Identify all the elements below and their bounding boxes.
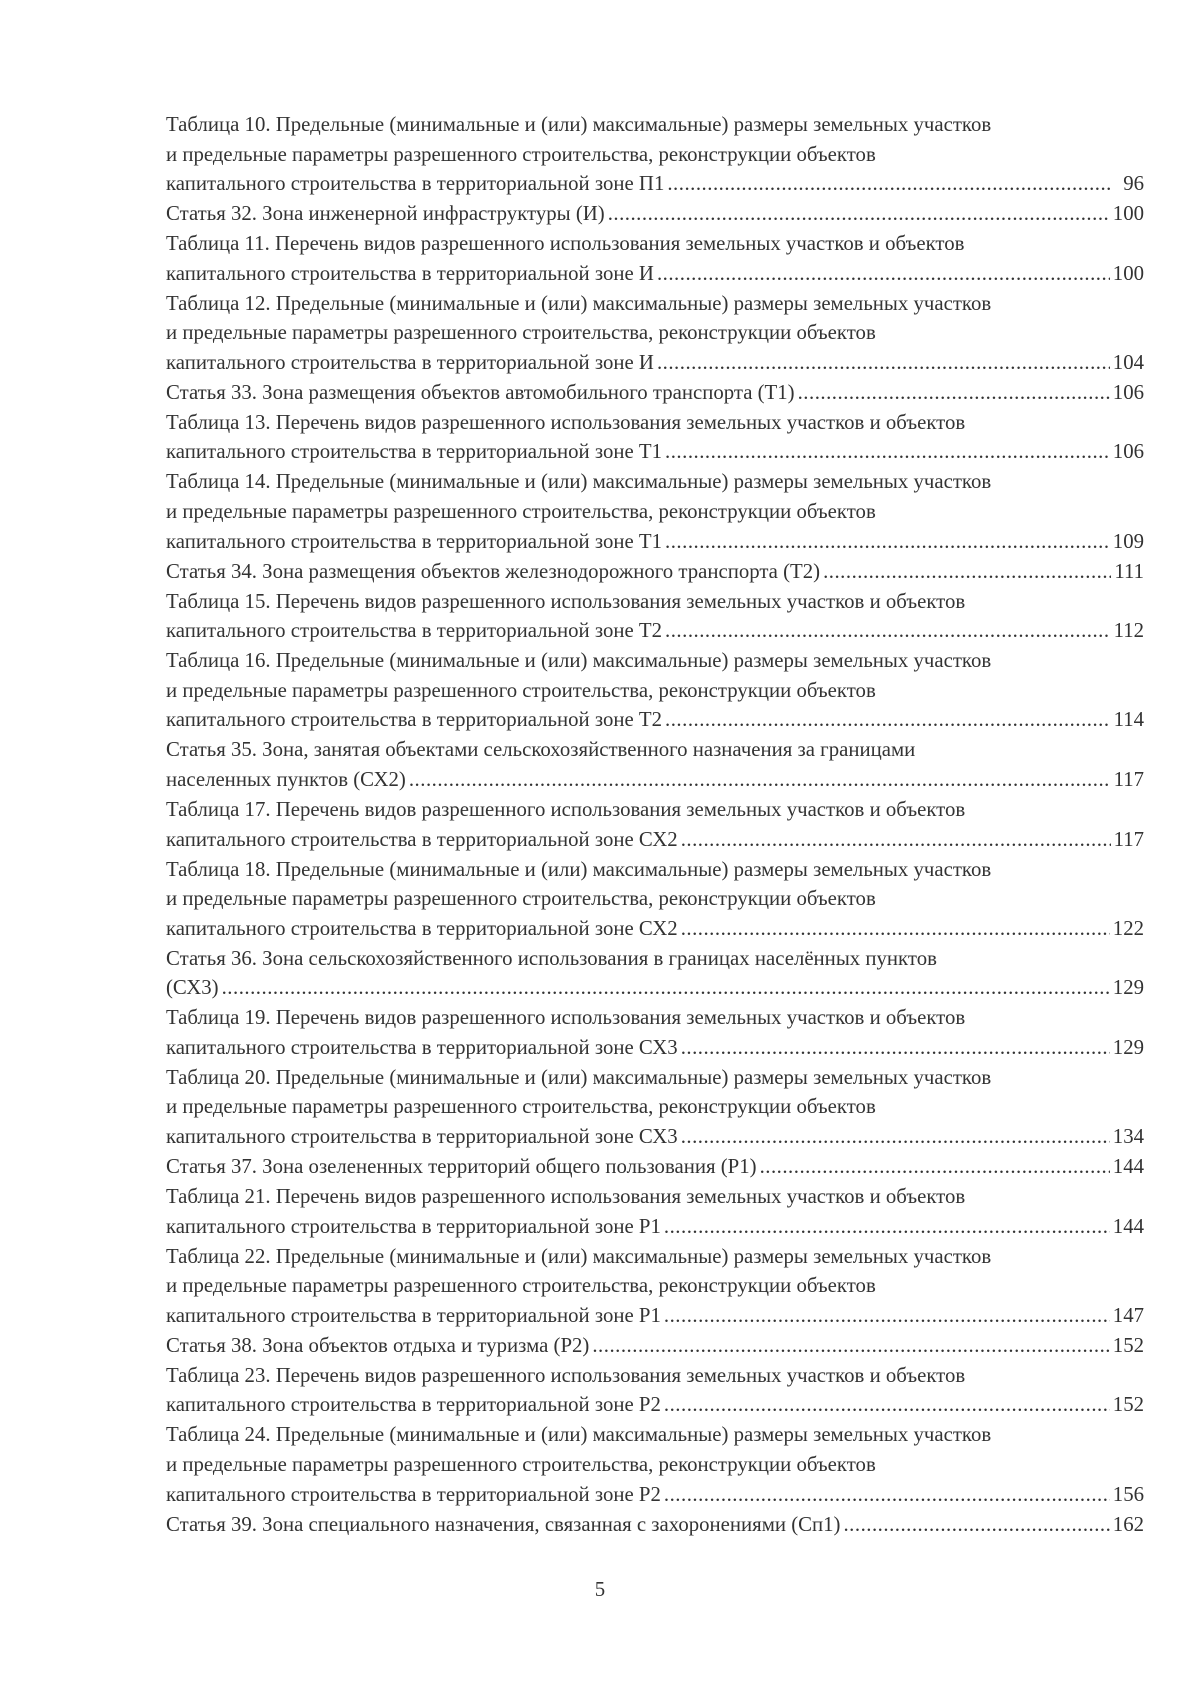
toc-entry-last-line bbox=[166, 1510, 1144, 1540]
toc-entry-line: Таблица 14. Предельные (минимальные и (или) максимальные) размеры земельных участков bbox=[166, 470, 992, 494]
toc-page-number: 162 bbox=[1112, 1512, 1144, 1536]
toc-entry-line: населенных пунктов (СХ2) bbox=[166, 767, 406, 791]
toc-entry-last-line bbox=[166, 765, 1144, 795]
toc-entry-line: (СХ3) bbox=[166, 976, 219, 1000]
dot-leader bbox=[664, 1212, 1110, 1242]
toc-entry-last-line bbox=[166, 378, 1144, 408]
toc-entry-last-line bbox=[166, 1480, 1144, 1510]
toc-entry-last-line bbox=[166, 914, 1144, 944]
toc-entry[interactable] bbox=[166, 229, 1144, 288]
dot-leader bbox=[664, 1390, 1110, 1420]
toc-entry-line: капитального строительства в территориальной зоне Т2 bbox=[166, 619, 663, 643]
toc-entry-last-line bbox=[166, 825, 1144, 855]
toc-entry-line: капитального строительства в территориальной зоне Т1 bbox=[166, 440, 663, 464]
toc-entry-line: капитального строительства в территориальной зоне Р1 bbox=[166, 1303, 661, 1327]
toc-entry-line: Таблица 21. Перечень видов разрешенного использования земельных участков и объектов bbox=[166, 1185, 966, 1209]
toc-entry-line: Таблица 20. Предельные (минимальные и (или) максимальные) размеры земельных участков bbox=[166, 1065, 992, 1089]
toc-entry[interactable] bbox=[166, 1510, 1144, 1540]
toc-entry[interactable] bbox=[166, 110, 1144, 199]
dot-leader bbox=[681, 914, 1110, 944]
toc-entry-line: и предельные параметры разрешенного строительства, реконструкции объектов bbox=[166, 1095, 876, 1119]
toc-entry-line: и предельные параметры разрешенного строительства, реконструкции объектов bbox=[166, 678, 876, 702]
dot-leader bbox=[681, 1033, 1110, 1063]
toc-entry-line: Таблица 12. Предельные (минимальные и (или) максимальные) размеры земельных участков bbox=[166, 291, 992, 315]
toc-entry-line: капитального строительства в территориальной зоне П1 bbox=[166, 172, 665, 196]
table-of-contents bbox=[166, 110, 1144, 1539]
toc-entry-last-line bbox=[166, 1033, 1144, 1063]
toc-entry-line: Таблица 22. Предельные (минимальные и (или) максимальные) размеры земельных участков bbox=[166, 1244, 992, 1268]
toc-entry-last-line bbox=[166, 1390, 1144, 1420]
toc-entry-last-line bbox=[166, 169, 1144, 199]
toc-entry-line: капитального строительства в территориальной зоне Т1 bbox=[166, 529, 663, 553]
toc-entry-line: Таблица 15. Перечень видов разрешенного использования земельных участков и объектов bbox=[166, 589, 966, 613]
dot-leader bbox=[665, 437, 1110, 467]
toc-entry[interactable] bbox=[166, 467, 1144, 556]
toc-entry-line: капитального строительства в территориальной зоне И bbox=[166, 350, 654, 374]
toc-page-number: 147 bbox=[1112, 1303, 1144, 1327]
toc-entry[interactable] bbox=[166, 1152, 1144, 1182]
toc-page-number: 106 bbox=[1112, 380, 1144, 404]
toc-page-number: 152 bbox=[1112, 1333, 1144, 1357]
toc-entry-line: Статья 34. Зона размещения объектов железнодорожного транспорта (Т2) bbox=[166, 559, 821, 583]
toc-entry-last-line bbox=[166, 1122, 1144, 1152]
toc-entry[interactable] bbox=[166, 1063, 1144, 1152]
toc-page-number: 122 bbox=[1112, 916, 1144, 940]
toc-page-number: 156 bbox=[1112, 1482, 1144, 1506]
toc-entry-line: и предельные параметры разрешенного строительства, реконструкции объектов bbox=[166, 887, 876, 911]
toc-entry-line: и предельные параметры разрешенного строительства, реконструкции объектов bbox=[166, 321, 876, 345]
dot-leader bbox=[681, 825, 1111, 855]
toc-page-number: 106 bbox=[1112, 440, 1144, 464]
toc-page-number: 104 bbox=[1112, 350, 1144, 374]
toc-entry-line: и предельные параметры разрешенного строительства, реконструкции объектов bbox=[166, 500, 876, 524]
toc-entry[interactable] bbox=[166, 1182, 1144, 1241]
toc-entry-line: Статья 39. Зона специального назначения, связанная с захоронениями (Сп1) bbox=[166, 1512, 841, 1536]
toc-page-number: 109 bbox=[1112, 529, 1144, 553]
toc-entry-line: капитального строительства в территориальной зоне И bbox=[166, 261, 654, 285]
toc-page-number: 117 bbox=[1113, 827, 1144, 851]
toc-entry[interactable] bbox=[166, 557, 1144, 587]
toc-entry-last-line bbox=[166, 527, 1144, 557]
toc-entry[interactable] bbox=[166, 1242, 1144, 1331]
toc-entry-line: Статья 32. Зона инженерной инфраструктуры (И) bbox=[166, 202, 605, 226]
toc-entry-line: Статья 38. Зона объектов отдыха и туризма (Р2) bbox=[166, 1333, 590, 1357]
toc-entry-last-line bbox=[166, 705, 1144, 735]
dot-leader bbox=[667, 169, 1111, 199]
toc-entry-line: Статья 33. Зона размещения объектов автомобильного транспорта (Т1) bbox=[166, 380, 795, 404]
toc-entry[interactable] bbox=[166, 1003, 1144, 1062]
toc-entry-line: Таблица 11. Перечень видов разрешенного использования земельных участков и объектов bbox=[166, 232, 965, 256]
toc-entry-line: и предельные параметры разрешенного строительства, реконструкции объектов bbox=[166, 142, 876, 166]
toc-entry-last-line bbox=[166, 259, 1144, 289]
toc-entry-last-line bbox=[166, 199, 1144, 229]
toc-page-number: 114 bbox=[1113, 708, 1144, 732]
dot-leader bbox=[665, 705, 1111, 735]
toc-page-number: 117 bbox=[1113, 767, 1144, 791]
toc-entry-line: Статья 36. Зона сельскохозяйственного использования в границах населённых пунктов bbox=[166, 946, 937, 970]
toc-entry-last-line bbox=[166, 1152, 1144, 1182]
toc-page-number: 100 bbox=[1112, 261, 1144, 285]
toc-page-number: 144 bbox=[1112, 1155, 1144, 1179]
toc-page-number: 112 bbox=[1113, 619, 1144, 643]
dot-leader bbox=[592, 1331, 1109, 1361]
dot-leader bbox=[664, 1301, 1110, 1331]
toc-entry-line: капитального строительства в территориальной зоне Р2 bbox=[166, 1482, 661, 1506]
toc-entry-last-line bbox=[166, 557, 1144, 587]
dot-leader bbox=[608, 199, 1110, 229]
toc-entry-line: капитального строительства в территориальной зоне СХ2 bbox=[166, 827, 678, 851]
toc-entry[interactable] bbox=[166, 378, 1144, 408]
dot-leader bbox=[823, 557, 1111, 587]
toc-entry-line: капитального строительства в территориальной зоне Р1 bbox=[166, 1214, 661, 1238]
dot-leader bbox=[665, 527, 1110, 557]
toc-entry-line: Таблица 24. Предельные (минимальные и (или) максимальные) размеры земельных участков bbox=[166, 1423, 992, 1447]
dot-leader bbox=[222, 973, 1110, 1003]
toc-page-number: 111 bbox=[1114, 559, 1144, 583]
toc-entry[interactable] bbox=[166, 1331, 1144, 1361]
toc-entry-line: капитального строительства в территориальной зоне СХ3 bbox=[166, 1035, 678, 1059]
toc-entry-line: Таблица 10. Предельные (минимальные и (или) максимальные) размеры земельных участков bbox=[166, 113, 992, 136]
dot-leader bbox=[657, 348, 1110, 378]
toc-entry-last-line bbox=[166, 1212, 1144, 1242]
dot-leader bbox=[760, 1152, 1110, 1182]
toc-entry-line: капитального строительства в территориальной зоне Т2 bbox=[166, 708, 663, 732]
toc-entry[interactable] bbox=[166, 289, 1144, 378]
toc-entry[interactable] bbox=[166, 646, 1144, 735]
toc-entry-line: Статья 37. Зона озелененных территорий общего пользования (Р1) bbox=[166, 1155, 757, 1179]
toc-entry-last-line bbox=[166, 616, 1144, 646]
toc-page-number: 129 bbox=[1112, 1035, 1144, 1059]
toc-entry[interactable] bbox=[166, 587, 1144, 646]
toc-page-number: 152 bbox=[1112, 1393, 1144, 1417]
toc-page-number: 144 bbox=[1112, 1214, 1144, 1238]
dot-leader bbox=[665, 616, 1111, 646]
dot-leader bbox=[657, 259, 1110, 289]
toc-entry-last-line bbox=[166, 437, 1144, 467]
toc-entry[interactable] bbox=[166, 795, 1144, 854]
dot-leader bbox=[664, 1480, 1110, 1510]
page-number: 5 bbox=[594, 1578, 606, 1601]
dot-leader bbox=[798, 378, 1110, 408]
toc-entry-line: капитального строительства в территориальной зоне СХ2 bbox=[166, 916, 678, 940]
toc-entry-line: Статья 35. Зона, занятая объектами сельскохозяйственного назначения за границами bbox=[166, 738, 916, 762]
dot-leader bbox=[681, 1122, 1110, 1152]
toc-entry[interactable] bbox=[166, 1361, 1144, 1420]
toc-entry-last-line bbox=[166, 1331, 1144, 1361]
toc-entry[interactable] bbox=[166, 199, 1144, 229]
toc-entry-line: капитального строительства в территориальной зоне Р2 bbox=[166, 1393, 661, 1417]
toc-entry-line: Таблица 16. Предельные (минимальные и (или) максимальные) размеры земельных участков bbox=[166, 649, 992, 673]
toc-page-number: 100 bbox=[1112, 202, 1144, 226]
toc-entry[interactable] bbox=[166, 1420, 1144, 1509]
dot-leader bbox=[409, 765, 1111, 795]
toc-entry-line: капитального строительства в территориальной зоне СХ3 bbox=[166, 1125, 678, 1149]
toc-entry-line: Таблица 19. Перечень видов разрешенного использования земельных участков и объектов bbox=[166, 1006, 966, 1030]
dot-leader bbox=[843, 1510, 1109, 1540]
toc-entry[interactable] bbox=[166, 408, 1144, 467]
toc-page-number: 129 bbox=[1112, 976, 1144, 1000]
toc-entry-last-line bbox=[166, 1301, 1144, 1331]
toc-entry-line: Таблица 13. Перечень видов разрешенного использования земельных участков и объектов bbox=[166, 410, 966, 434]
toc-page-number: 96 bbox=[1123, 172, 1144, 196]
toc-entry[interactable] bbox=[166, 944, 1144, 1003]
toc-page-number: 134 bbox=[1112, 1125, 1144, 1149]
toc-entry[interactable] bbox=[166, 855, 1144, 944]
toc-entry[interactable] bbox=[166, 735, 1144, 794]
toc-entry-line: и предельные параметры разрешенного строительства, реконструкции объектов bbox=[166, 1452, 876, 1476]
toc-entry-line: и предельные параметры разрешенного строительства, реконструкции объектов bbox=[166, 1274, 876, 1298]
toc-entry-line: Таблица 18. Предельные (минимальные и (или) максимальные) размеры земельных участков bbox=[166, 857, 992, 881]
toc-entry-last-line bbox=[166, 973, 1144, 1003]
toc-entry-line: Таблица 23. Перечень видов разрешенного использования земельных участков и объектов bbox=[166, 1363, 966, 1387]
toc-entry-line: Таблица 17. Перечень видов разрешенного использования земельных участков и объектов bbox=[166, 797, 966, 821]
toc-entry-last-line bbox=[166, 348, 1144, 378]
